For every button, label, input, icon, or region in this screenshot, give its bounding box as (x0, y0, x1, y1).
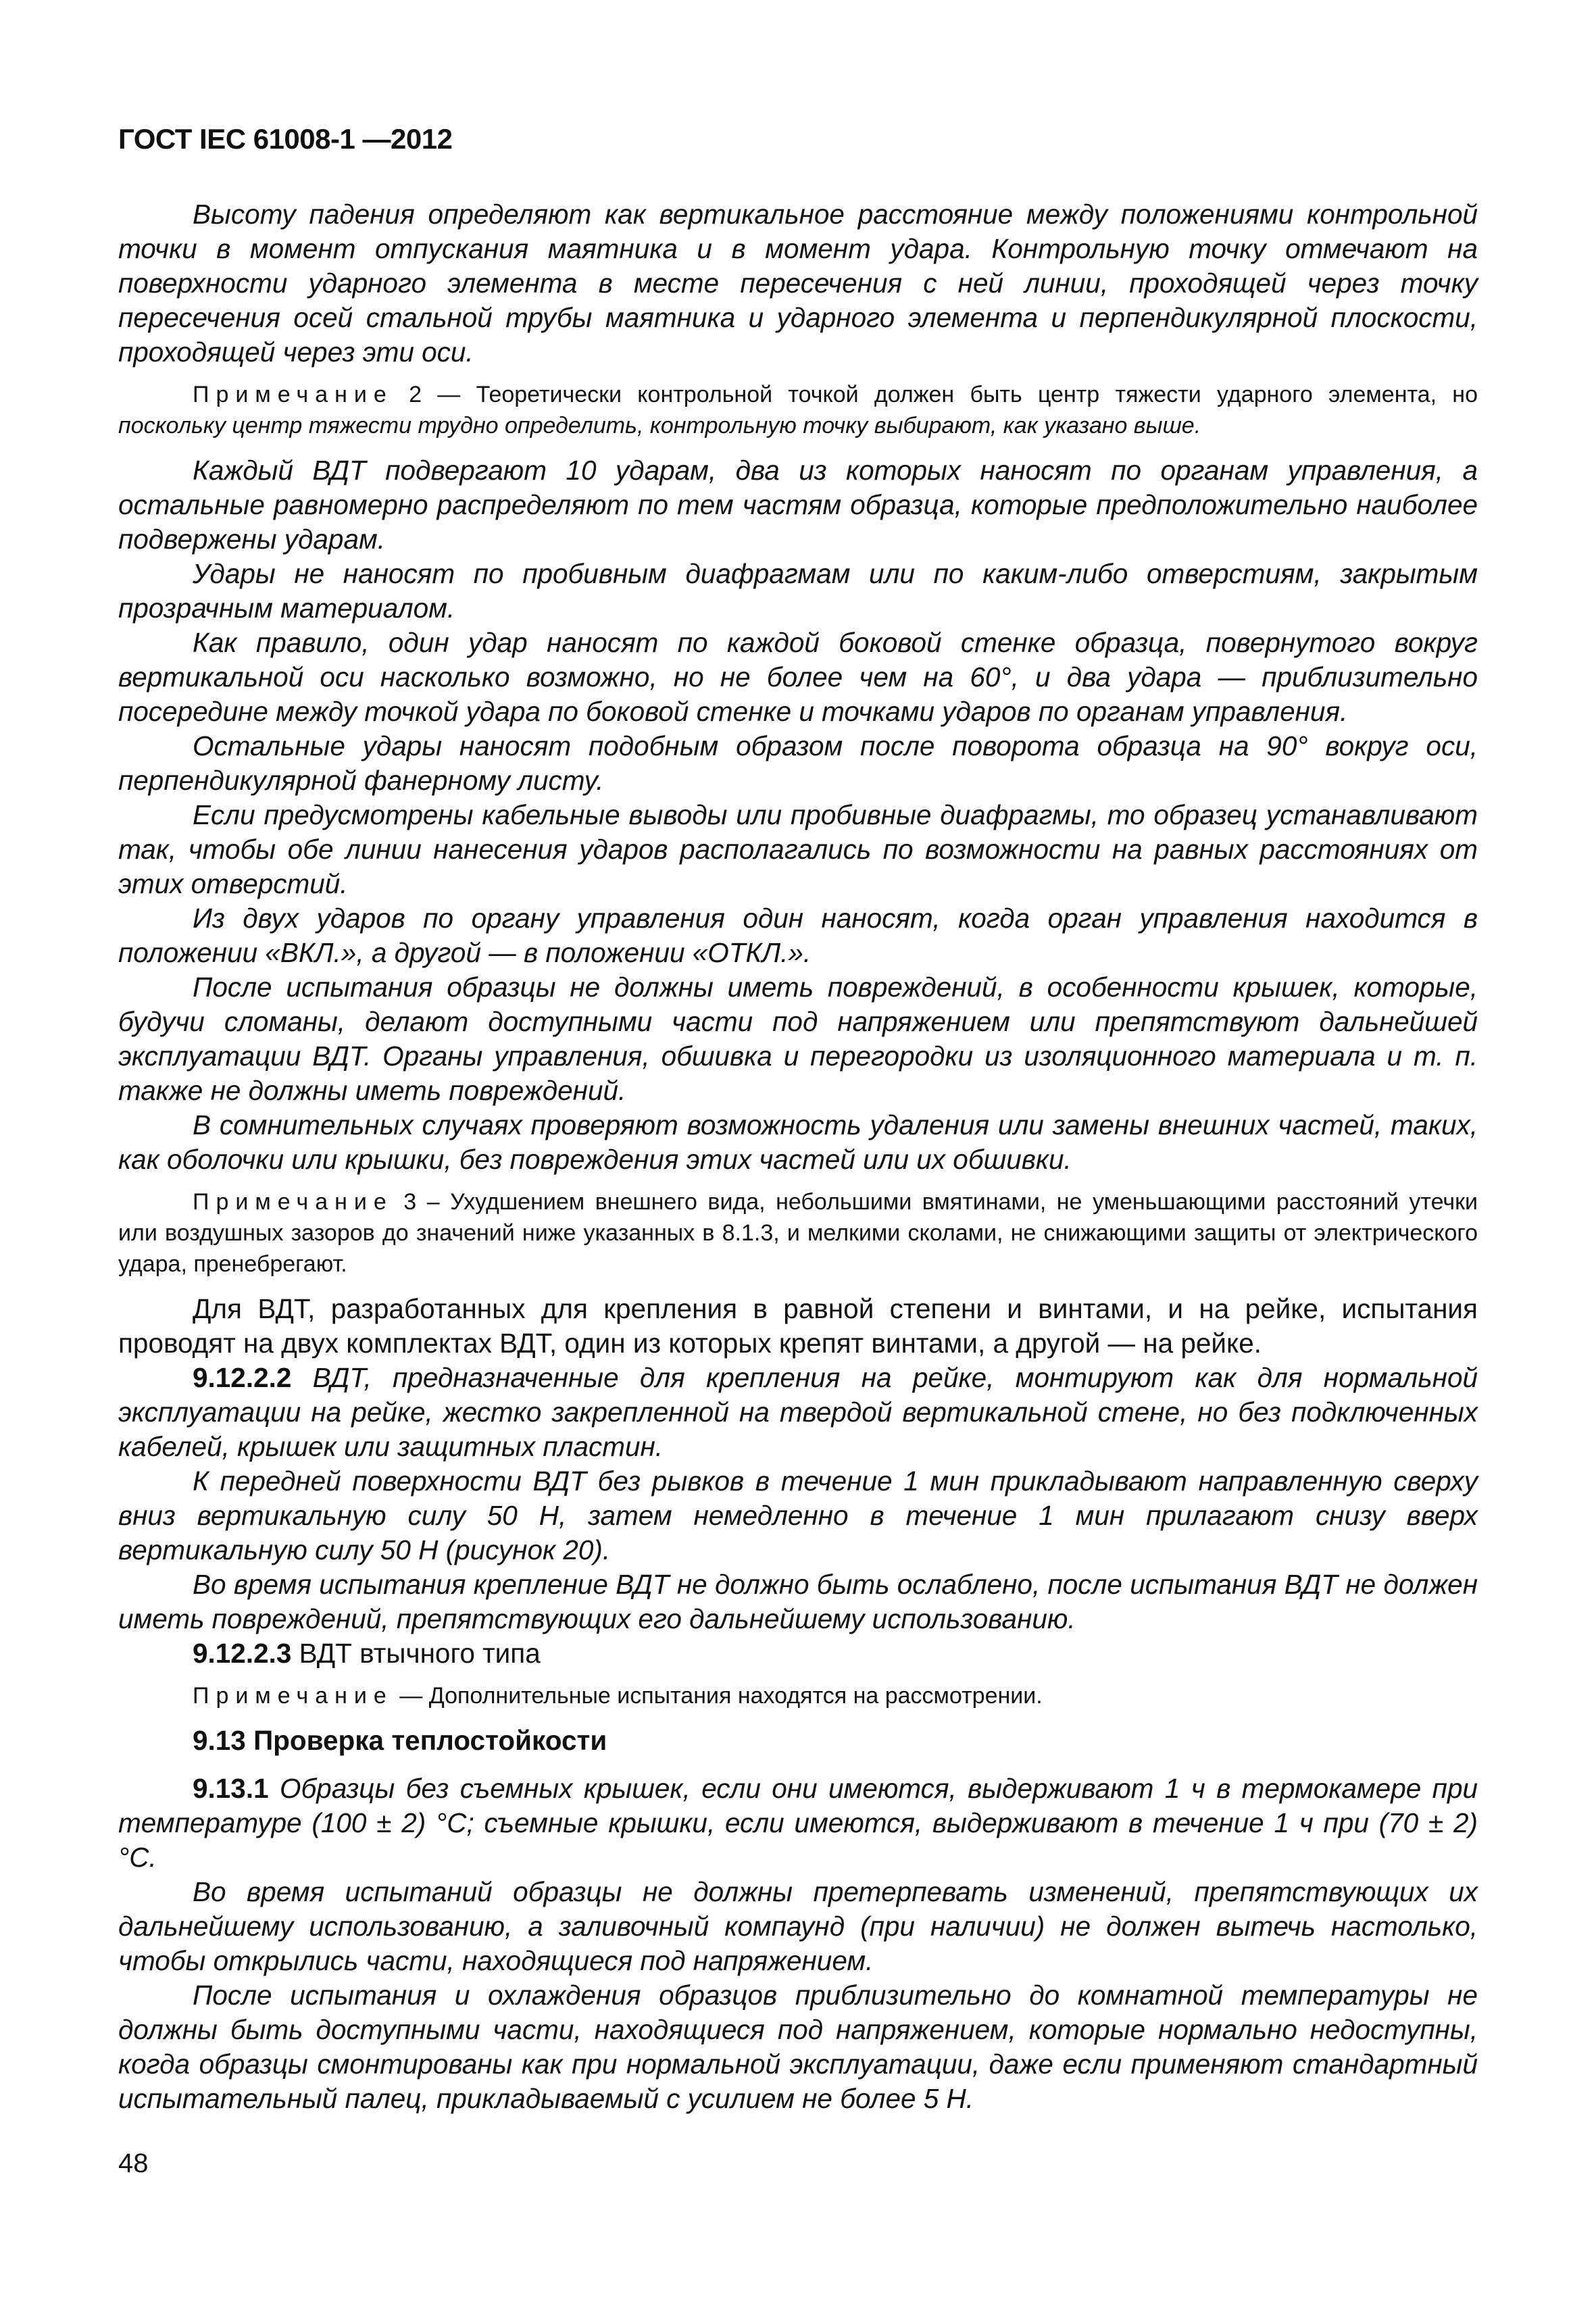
page-body (118, 197, 1478, 2116)
note-label: Примечание (193, 382, 393, 407)
clause-number: 9.13.1 (193, 1773, 269, 1804)
paragraph-knockouts: Удары не наносят по пробивным диафрагмам или по каким-либо отверстиям, закрытым прозрачным материалом. (118, 558, 1478, 624)
paragraph-after-cooling: После испытания и охлаждения образцов приблизительно до комнатной температуры не должны быть доступными части, находящиеся под напряжением, которые нормально недоступны, когда образцы смонтированы как при нормальной эксплуатации, даже если применяют стандартный испытательный палец, прикладываемый с усилием не более 5 Н. (118, 1980, 1478, 2114)
paragraph-control-impacts: Из двух ударов по органу управления один наносят, когда орган управления находится в положении «ВКЛ.», а другой — в положении «ОТКЛ.». (118, 903, 1478, 968)
paragraph-cable-entries: Если предусмотрены кабельные выводы или пробивные диафрагмы, то образец устанавливают так, чтобы обе линии нанесения ударов располагались по возможности на равных расстояниях от этих отверстий. (118, 799, 1478, 899)
note-3 (118, 1186, 1478, 1280)
clause-text: ВДТ, предназначенные для крепления на рейке, монтируют как для нормальной эксплуатации на рейке, жестко закрепленной на твердой вертикальной стене, но без подключенных кабелей, крышек или защитных пластин. (118, 1362, 1478, 1462)
paragraph-remaining-impacts: Остальные удары наносят подобным образом после поворота образца на 90° вокруг оси, перпендикулярной фанерному листу. (118, 730, 1478, 796)
paragraph-after-test: После испытания образцы не должны иметь повреждений, в особенности крышек, которые, будучи сломаны, делают доступными части под напряжением или препятствуют дальнейшей эксплуатации ВДТ. Органы управления, обшивка и перегородки из изоляционного материала и т. п. также не должны иметь повреждений. (118, 972, 1478, 1106)
note-text: 3 – Ухудшением внешнего вида, небольшими вмятинами, не уменьшающими расстояний утечки или воздушных зазоров до значений ниже указанных в 8.1.3, и мелкими сколами, не снижающими защиты от электрического удара, пренебрегают. (118, 1189, 1478, 1277)
paragraph-drop-height: Высоту падения определяют как вертикальное расстояние между положениями контрольной точки в момент отпускания маятника и в момент удара. Контрольную точку отмечают на поверхности ударного элемента в месте пересечения с ней линии, проходящей через точку пересечения осей стальной трубы маятника и ударного элемента и перпендикулярной плоскости, проходящей через эти оси. (118, 199, 1478, 368)
section-heading-9-13: 9.13 Проверка теплостойкости (193, 1725, 607, 1756)
note-text: — Дополнительные испытания находятся на рассмотрении. (393, 1683, 1043, 1709)
note-additional (118, 1680, 1478, 1711)
note-text: 2 — Теоретически контрольной точкой должен быть центр тяжести ударного элемента, но (409, 382, 1478, 407)
paragraph-force-50n: К передней поверхности ВДТ без рывков в течение 1 мин прикладывают направленную сверху вниз вертикальную силу 50 Н, затем немедленно в течение 1 мин прилагают снизу вверх вертикальную силу 50 Н (рисунок 20). (118, 1465, 1478, 1565)
clause-9-12-2-2 (118, 1361, 1478, 1464)
note-2 (118, 379, 1478, 441)
paragraph-side-walls: Как правило, один удар наносят по каждой боковой стенке образца, повернутого вокруг вертикальной оси насколько возможно, но не более чем на 60°, и два удара — приблизительно посередине между точкой удара по боковой стенке и точками ударов по органам управления. (118, 627, 1478, 727)
paragraph-during-tests: Во время испытаний образцы не должны претерпевать изменений, препятствующих их дальнейшему использованию, а заливочный компаунд (при наличии) не должен вытечь настолько, чтобы открылись части, находящиеся под напряжением. (118, 1876, 1478, 1976)
document-header: ГОСТ IEC 61008-1 —2012 (118, 123, 453, 155)
note-label: Примечание (193, 1189, 393, 1215)
clause-number: 9.12.2.3 (193, 1638, 292, 1669)
clause-9-13-1 (118, 1771, 1478, 1875)
page-number: 48 (118, 2148, 149, 2178)
paragraph-doubtful-cases: В сомнительных случаях проверяют возможность удаления или замены внешних частей, таких, как оболочки или крышки, без повреждения этих частей или их обшивки. (118, 1109, 1478, 1175)
clause-text: Образцы без съемных крышек, если они имеются, выдерживают 1 ч в термокамере при температуре (100 ± 2) °С; съемные крышки, если имеются, выдерживают в течение 1 ч при (70 ± 2) °С. (118, 1773, 1478, 1873)
paragraph-10-impacts: Каждый ВДТ подвергают 10 ударам, два из которых наносят по органам управления, а остальные равномерно распределяют по тем частям образца, которые предположительно наиболее подвержены ударам. (118, 455, 1478, 555)
note-label: Примечание (193, 1683, 393, 1709)
clause-text: ВДТ втычного типа (291, 1638, 541, 1669)
paragraph-fixing: Во время испытания крепление ВДТ не должно быть ослаблено, после испытания ВДТ не должен иметь повреждений, препятствующих его дальнейшему использованию. (118, 1569, 1478, 1634)
clause-number: 9.12.2.2 (193, 1362, 292, 1393)
paragraph-two-sets: Для ВДТ, разработанных для крепления в равной степени и винтами, и на рейке, испытания проводят на двух комплектах ВДТ, один из которых крепят винтами, а другой — на рейке. (118, 1293, 1478, 1359)
clause-9-12-2-3 (118, 1636, 1478, 1671)
note-text-italic: поскольку центр тяжести трудно определить, контрольную точку выбирают, как указано выше. (118, 413, 1201, 438)
